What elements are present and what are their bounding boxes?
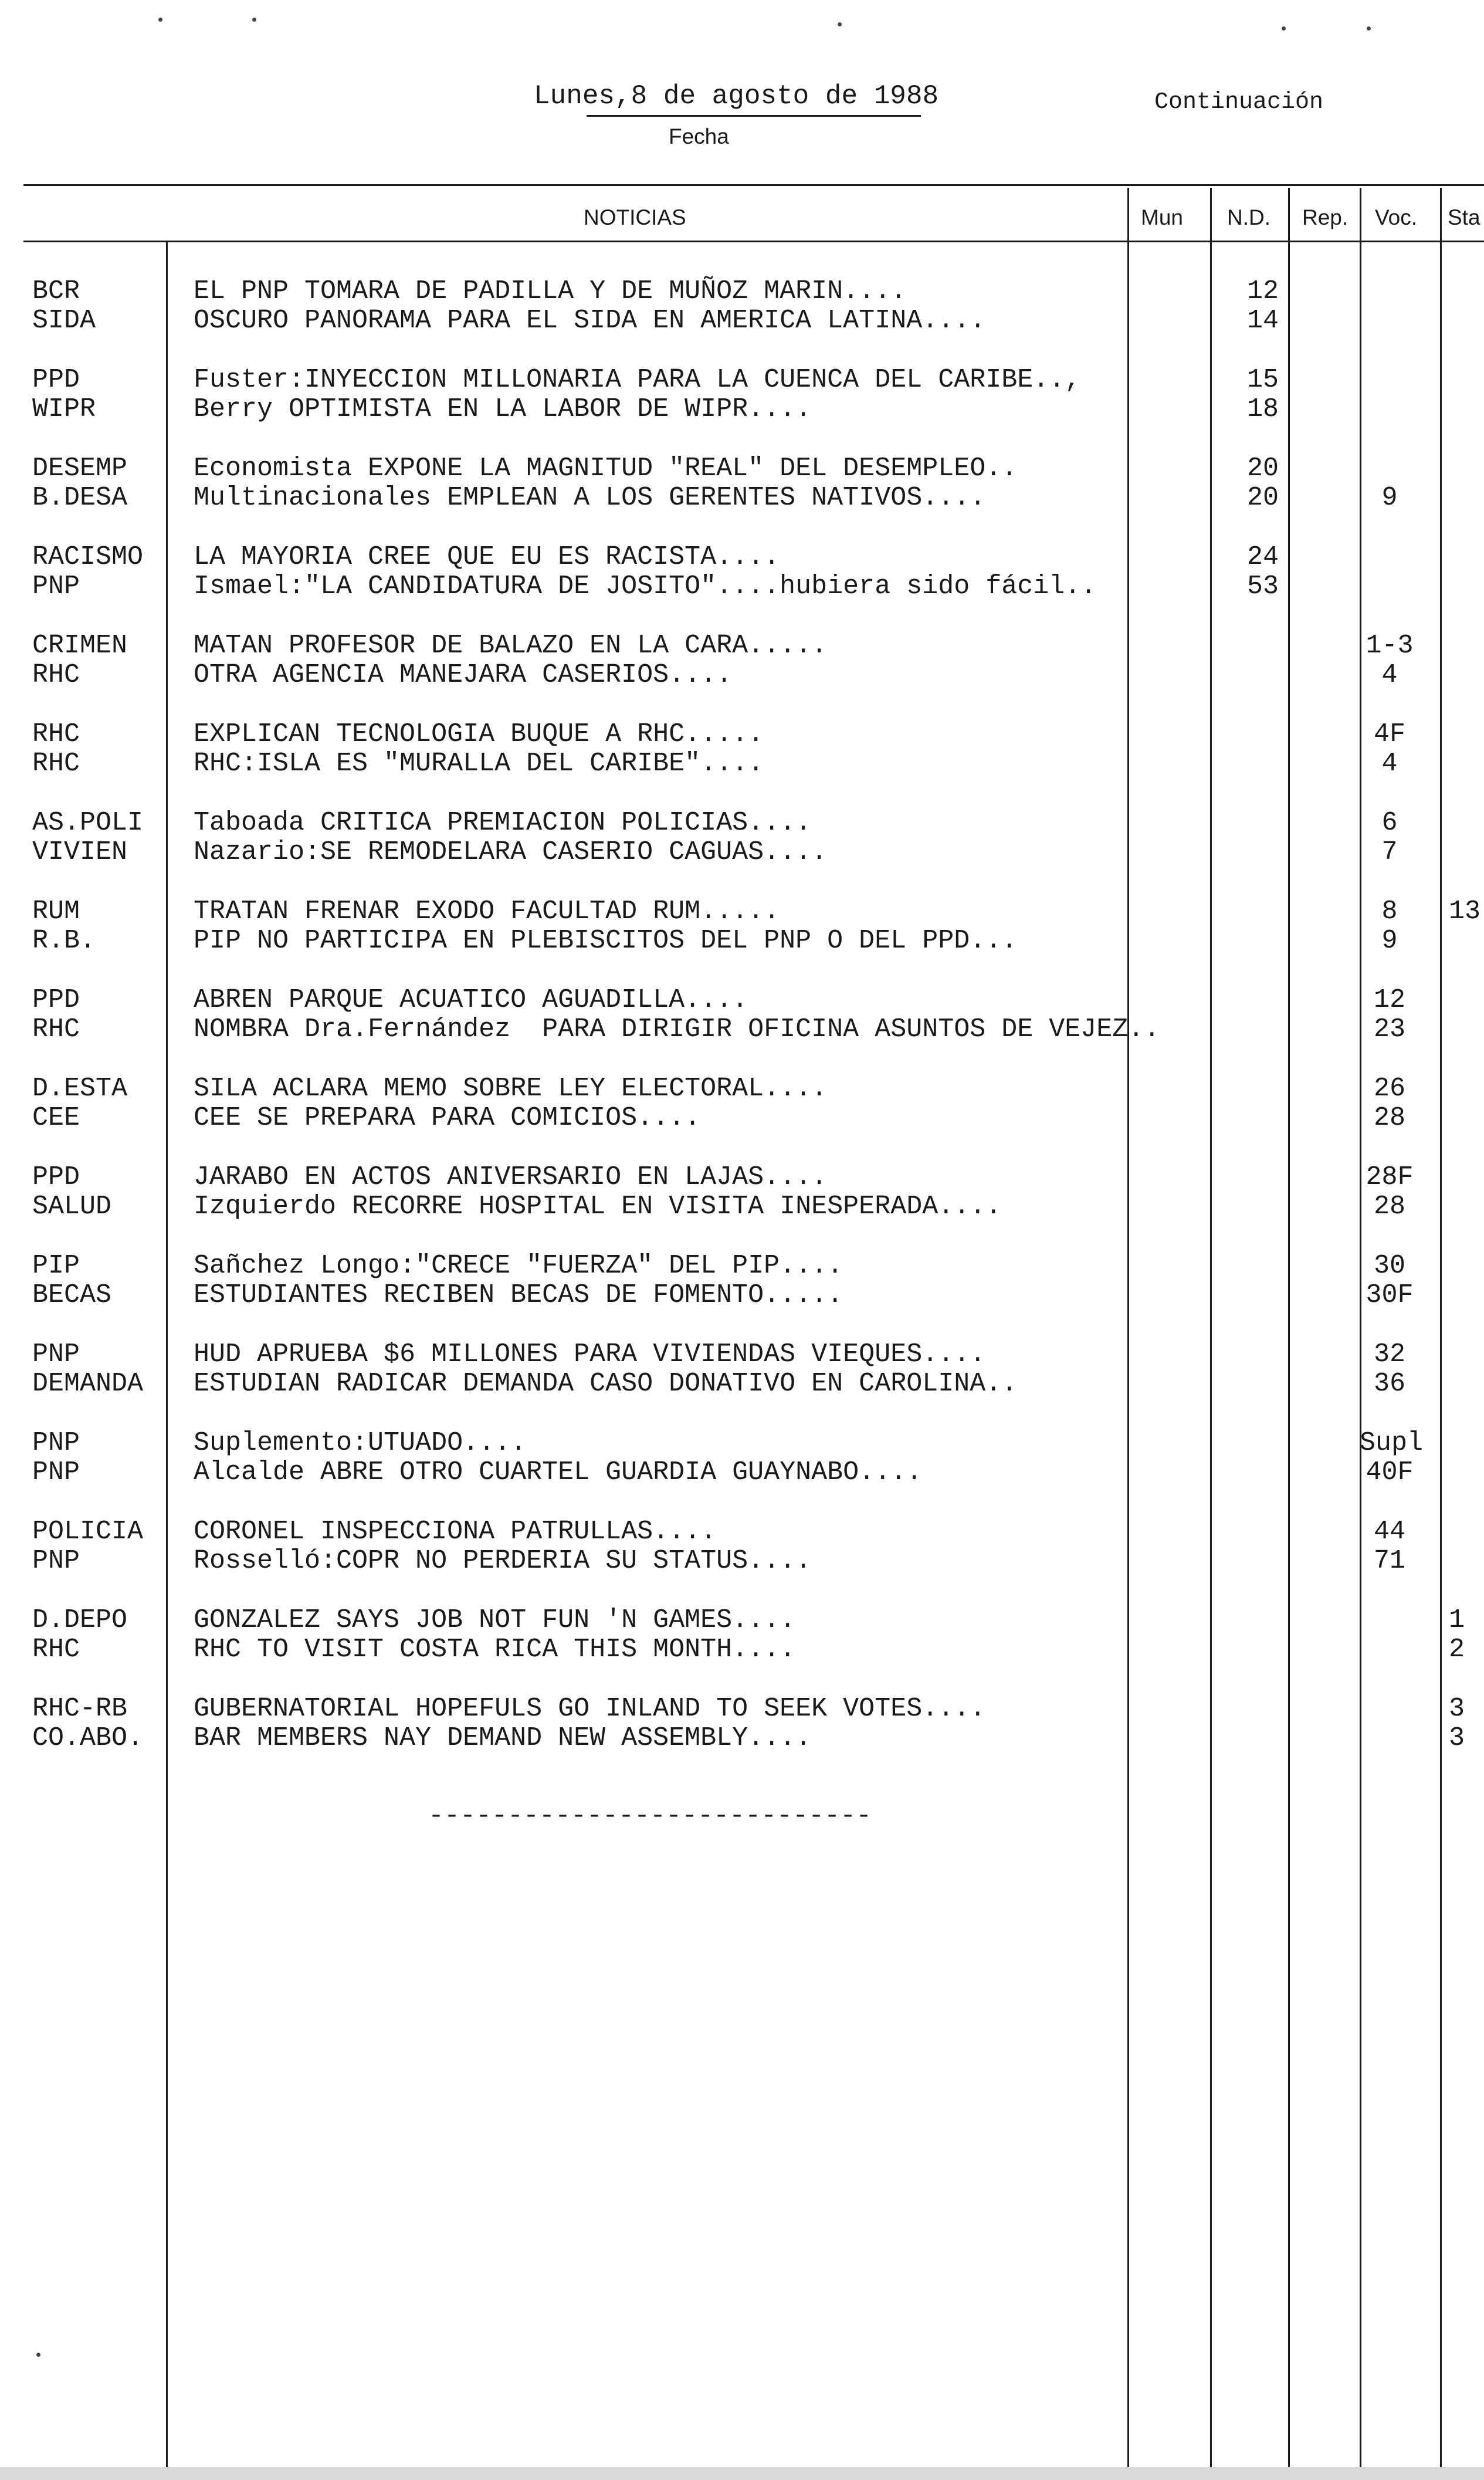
row-headline: Nazario:SE REMODELARA CASERIO CAGUAS.... bbox=[194, 837, 828, 867]
row-headline: EL PNP TOMARA DE PADILLA Y DE MUÑOZ MARIN.... bbox=[194, 276, 907, 306]
row-voc-page: 40F bbox=[1366, 1457, 1414, 1487]
row-category: PNP bbox=[32, 571, 80, 601]
row-headline: GONZALEZ SAYS JOB NOT FUN 'N GAMES.... bbox=[194, 1605, 796, 1635]
row-voc-page: 36 bbox=[1373, 1369, 1405, 1399]
row-voc-page: 7 bbox=[1381, 837, 1398, 867]
row-voc-page: 71 bbox=[1373, 1546, 1405, 1576]
report-date: Lunes,8 de agosto de 1988 bbox=[534, 81, 939, 111]
row-headline: Multinacionales EMPLEAN A LOS GERENTES NATIVOS.... bbox=[194, 483, 986, 513]
row-headline: OSCURO PANORAMA PARA EL SIDA EN AMERICA LATINA.... bbox=[194, 306, 986, 336]
row-nd-page: 18 bbox=[1246, 394, 1279, 424]
sta-column-divider bbox=[1440, 188, 1442, 2470]
row-category: PNP bbox=[32, 1428, 80, 1458]
scan-speck bbox=[158, 18, 162, 22]
column-header-rep: Rep. bbox=[1302, 205, 1349, 229]
row-headline: Suplemento:UTUADO.... bbox=[194, 1428, 527, 1458]
row-headline: CORONEL INSPECCIONA PATRULLAS.... bbox=[194, 1517, 717, 1547]
row-voc-page: 28 bbox=[1373, 1192, 1405, 1222]
row-category: CO.ABO. bbox=[32, 1723, 144, 1753]
row-category: AS.POLI bbox=[32, 808, 144, 838]
row-voc-page: 44 bbox=[1373, 1517, 1405, 1547]
row-headline: Izquierdo RECORRE HOSPITAL EN VISITA INESPERADA.... bbox=[194, 1192, 1002, 1222]
row-voc-page: 30F bbox=[1366, 1280, 1414, 1310]
column-header-mun: Mun bbox=[1141, 205, 1183, 229]
row-category: RHC bbox=[32, 1014, 80, 1044]
row-voc-page: 32 bbox=[1373, 1339, 1405, 1369]
column-header-voc: Voc. bbox=[1375, 205, 1417, 229]
scan-edge bbox=[0, 2467, 1484, 2480]
row-category: RHC bbox=[32, 660, 80, 690]
scan-speck bbox=[838, 22, 842, 26]
row-headline: JARABO EN ACTOS ANIVERSARIO EN LAJAS.... bbox=[194, 1162, 828, 1192]
row-headline: Alcalde ABRE OTRO CUARTEL GUARDIA GUAYNABO.... bbox=[194, 1457, 923, 1487]
mun-column-divider bbox=[1127, 188, 1129, 2470]
row-headline: Economista EXPONE LA MAGNITUD "REAL" DEL DESEMPLEO.. bbox=[194, 454, 1018, 483]
row-category: PIP bbox=[32, 1251, 80, 1281]
row-headline: MATAN PROFESOR DE BALAZO EN LA CARA..... bbox=[194, 631, 828, 661]
row-sta-page: 1 bbox=[1449, 1605, 1465, 1635]
row-category: RHC bbox=[32, 719, 80, 749]
category-column-divider bbox=[166, 241, 168, 2470]
row-category: PPD bbox=[32, 365, 80, 395]
row-voc-page: 4 bbox=[1381, 749, 1398, 779]
row-headline: BAR MEMBERS NAY DEMAND NEW ASSEMBLY.... bbox=[194, 1723, 812, 1753]
row-category: CEE bbox=[32, 1103, 80, 1133]
row-category: PNP bbox=[32, 1457, 80, 1487]
row-category: RHC bbox=[32, 749, 80, 779]
row-headline: OTRA AGENCIA MANEJARA CASERIOS.... bbox=[194, 660, 733, 690]
row-voc-page: 26 bbox=[1373, 1074, 1405, 1104]
row-category: BECAS bbox=[32, 1280, 112, 1310]
rep-column-divider bbox=[1288, 188, 1290, 2470]
row-headline: CEE SE PREPARA PARA COMICIOS.... bbox=[194, 1103, 701, 1133]
row-category: R.B. bbox=[32, 926, 96, 956]
row-voc-page: 4F bbox=[1373, 719, 1405, 749]
row-sta-page: 13 bbox=[1449, 896, 1481, 926]
scan-speck bbox=[1282, 26, 1286, 31]
column-header-sta: Sta bbox=[1448, 205, 1480, 229]
row-voc-page: 4 bbox=[1381, 660, 1398, 690]
row-voc-page: 23 bbox=[1373, 1014, 1405, 1044]
row-nd-page: 24 bbox=[1246, 542, 1279, 572]
row-nd-page: 20 bbox=[1246, 454, 1279, 483]
scan-speck bbox=[36, 2353, 40, 2357]
row-nd-page: 14 bbox=[1246, 306, 1279, 336]
end-separator: ---------------------------- bbox=[428, 1801, 872, 1831]
row-headline: Fuster:INYECCION MILLONARIA PARA LA CUENCA DEL CARIBE.., bbox=[194, 365, 1081, 395]
date-underline bbox=[587, 115, 921, 117]
row-category: PNP bbox=[32, 1339, 80, 1369]
row-voc-page: Supl bbox=[1360, 1428, 1424, 1458]
continuation-label: Continuación bbox=[1154, 89, 1324, 116]
row-voc-page: 28 bbox=[1373, 1103, 1405, 1133]
row-category: RHC-RB bbox=[32, 1694, 128, 1724]
row-voc-page: 28F bbox=[1366, 1162, 1414, 1192]
row-category: PNP bbox=[32, 1546, 80, 1576]
row-category: DEMANDA bbox=[32, 1369, 144, 1399]
row-nd-page: 12 bbox=[1246, 276, 1279, 306]
row-headline: SILA ACLARA MEMO SOBRE LEY ELECTORAL.... bbox=[194, 1074, 828, 1104]
scan-speck bbox=[252, 18, 256, 22]
row-headline: PIP NO PARTICIPA EN PLEBISCITOS DEL PNP O DEL PPD... bbox=[194, 926, 1018, 956]
row-sta-page: 2 bbox=[1449, 1635, 1465, 1664]
row-category: BCR bbox=[32, 276, 80, 306]
column-header-nd: N.D. bbox=[1227, 205, 1270, 229]
row-headline: HUD APRUEBA $6 MILLONES PARA VIVIENDAS VIEQUES.... bbox=[194, 1339, 986, 1369]
row-headline: Berry OPTIMISTA EN LA LABOR DE WIPR.... bbox=[194, 394, 812, 424]
row-category: CRIMEN bbox=[32, 631, 128, 661]
row-sta-page: 3 bbox=[1449, 1694, 1465, 1724]
row-headline: Ismael:"LA CANDIDATURA DE JOSITO"....hubiera sido fácil.. bbox=[194, 571, 1097, 601]
row-sta-page: 3 bbox=[1449, 1723, 1465, 1753]
row-headline: GUBERNATORIAL HOPEFULS GO INLAND TO SEEK VOTES.... bbox=[194, 1694, 986, 1724]
column-header-noticias: NOTICIAS bbox=[584, 205, 686, 229]
row-voc-page: 1-3 bbox=[1366, 631, 1414, 661]
row-voc-page: 12 bbox=[1373, 985, 1405, 1015]
row-category: SALUD bbox=[32, 1192, 112, 1222]
row-headline: LA MAYORIA CREE QUE EU ES RACISTA.... bbox=[194, 542, 780, 572]
nd-column-divider bbox=[1210, 188, 1212, 2470]
row-headline: ABREN PARQUE ACUATICO AGUADILLA.... bbox=[194, 985, 748, 1015]
row-category: DESEMP bbox=[32, 454, 128, 483]
row-category: WIPR bbox=[32, 394, 96, 424]
row-voc-page: 30 bbox=[1373, 1251, 1405, 1281]
row-headline: NOMBRA Dra.Fernández PARA DIRIGIR OFICINA ASUNTOS DE VEJEZ.. bbox=[194, 1014, 1160, 1044]
row-category: RHC bbox=[32, 1635, 80, 1664]
row-headline: ESTUDIANTES RECIBEN BECAS DE FOMENTO..... bbox=[194, 1280, 843, 1310]
row-headline: Taboada CRITICA PREMIACION POLICIAS.... bbox=[194, 808, 812, 838]
row-category: VIVIEN bbox=[32, 837, 128, 867]
row-nd-page: 15 bbox=[1246, 365, 1279, 395]
row-category: PPD bbox=[32, 1162, 80, 1192]
row-category: RUM bbox=[32, 896, 80, 926]
row-headline: TRATAN FRENAR EXODO FACULTAD RUM..... bbox=[194, 896, 780, 926]
row-category: D.DEPO bbox=[32, 1605, 128, 1635]
table-header-border bbox=[23, 241, 1484, 242]
row-headline: ESTUDIAN RADICAR DEMANDA CASO DONATIVO EN CAROLINA.. bbox=[194, 1369, 1018, 1399]
row-headline: RHC:ISLA ES "MURALLA DEL CARIBE".... bbox=[194, 749, 764, 779]
row-headline: Rosselló:COPR NO PERDERIA SU STATUS.... bbox=[194, 1546, 812, 1576]
row-nd-page: 20 bbox=[1246, 483, 1279, 513]
row-headline: EXPLICAN TECNOLOGIA BUQUE A RHC..... bbox=[194, 719, 764, 749]
row-voc-page: 6 bbox=[1381, 808, 1398, 838]
row-headline: RHC TO VISIT COSTA RICA THIS MONTH.... bbox=[194, 1635, 796, 1664]
row-category: D.ESTA bbox=[32, 1074, 128, 1104]
row-category: SIDA bbox=[32, 306, 96, 336]
voc-column-divider bbox=[1360, 188, 1361, 2470]
date-label: Fecha bbox=[669, 124, 729, 148]
row-headline: Sañchez Longo:"CRECE "FUERZA" DEL PIP.... bbox=[194, 1251, 843, 1281]
scan-speck bbox=[1367, 26, 1371, 31]
row-category: RACISMO bbox=[32, 542, 144, 572]
row-voc-page: 8 bbox=[1381, 896, 1398, 926]
row-category: PPD bbox=[32, 985, 80, 1015]
row-category: B.DESA bbox=[32, 483, 128, 513]
row-nd-page: 53 bbox=[1246, 571, 1279, 601]
table-top-border bbox=[23, 184, 1484, 186]
row-category: POLICIA bbox=[32, 1517, 144, 1547]
row-voc-page: 9 bbox=[1381, 483, 1398, 513]
row-voc-page: 9 bbox=[1381, 926, 1398, 956]
